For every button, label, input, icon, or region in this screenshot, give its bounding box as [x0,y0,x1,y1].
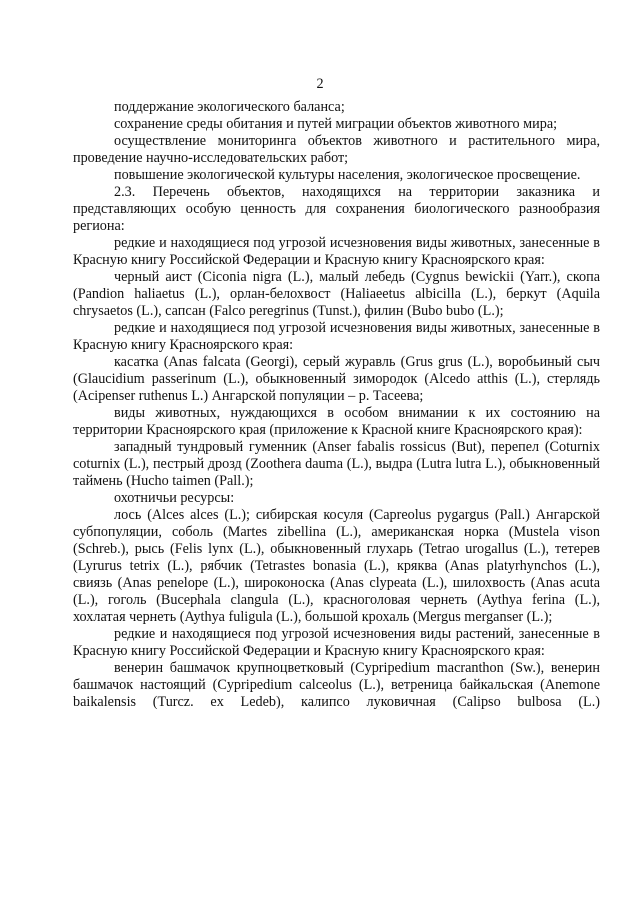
paragraph: виды животных, нуждающихся в особом внимании к их состоянию на территории Красноярского края (приложение к Красной книге Красноярского края): [73,405,600,438]
paragraph: редкие и находящиеся под угрозой исчезновения виды растений, занесенные в Красную книгу Российской Федерации и Красную книгу Красноярского края: [73,626,600,659]
paragraph: 2.3. Перечень объектов, находящихся на территории заказника и представляющих особую ценность для сохранения биологического разнообразия региона: [73,184,600,234]
paragraph: редкие и находящиеся под угрозой исчезновения виды животных, занесенные в Красную книгу Красноярского края: [73,320,600,353]
paragraph: редкие и находящиеся под угрозой исчезновения виды животных, занесенные в Красную книгу Российской Федерации и Красную книгу Красноярского края: [73,235,600,268]
document-body [73,99,600,711]
paragraph: осуществление мониторинга объектов животного и растительного мира, проведение научно-исследовательских работ; [73,133,600,166]
paragraph: касатка (Anas falcata (Georgi), серый журавль (Grus grus (L.), воробьиный сыч (Glaucidium passerinum (L.), обыкновенный зимородок (Alcedo atthis (L.), стерлядь (Acipenser ruthenus L.) Ангарской популяции – р. Тасеева; [73,354,600,404]
paragraph: сохранение среды обитания и путей миграции объектов животного мира; [114,116,558,132]
paragraph: лось (Alces alces (L.); сибирская косуля (Capreolus pygargus (Pall.) Ангарской субпопуляции, соболь (Martes zibellina (L.), американская норка (Mustela vison (Schreb.), рысь (Felis lynx (L.), обыкновенный глухарь (Tetrao urogallus (L.), тетерев (Lyrurus tetrix (L.), рябчик (Tetrastes bonasia (L.), кряква (Anas platyrhynchos (L.), свиязь (Anas penelope (L.), широконоска (Anas clypeata (L.), шилохвость (Anas acuta (L.), гоголь (Bucephala clangula (L.), красноголовая чернеть (Aythya ferina (L.), хохлатая чернеть (Aythya fuligula (L.), большой крохаль (Mergus merganser (L.); [73,507,600,625]
page-number: 2 [316,76,324,92]
paragraph: повышение экологической культуры населения, экологическое просвещение. [114,167,581,183]
paragraph: западный тундровый гуменник (Anser fabalis rossicus (But), перепел (Coturnix coturnix (L.), пестрый дрозд (Zoothera dauma (L.), выдра (Lutra lutra L.), обыкновенный таймень (Hucho taimen (Pall.); [73,439,600,489]
paragraph: охотничьи ресурсы: [114,490,235,506]
paragraph: венерин башмачок крупноцветковый (Cypripedium macranthon (Sw.), венерин башмачок настоящий (Cypripedium calceolus (L.), ветреница байкальская (Anemone baikalensis (Turcz. ex Ledeb), калипсо луковичная (Calipso bulbosa (L.) [73,660,600,710]
paragraph: черный аист (Ciconia nigra (L.), малый лебедь (Cygnus bewickii (Yarr.), скопа (Pandion haliaetus (L.), орлан-белохвост (Haliaeetus albicilla (L.), беркут (Aquila chrysaetos (L.), сапсан (Falco peregrinus (Tunst.), филин (Bubo bubo (L.); [73,269,600,319]
paragraph: поддержание экологического баланса; [114,99,345,115]
